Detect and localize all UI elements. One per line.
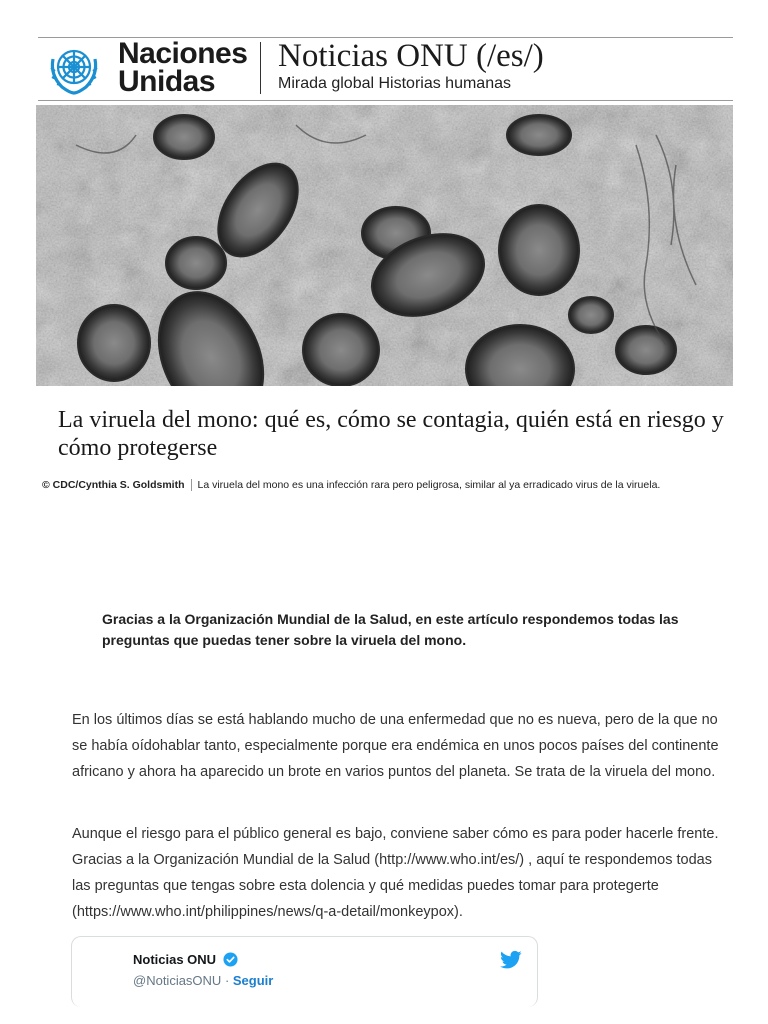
site-header (38, 37, 733, 101)
image-caption-text: La viruela del mono es una infección rara pero peligrosa, similar al ya erradicado virus de la viruela. (197, 479, 661, 491)
tweet-handle[interactable]: @NoticiasONU (133, 973, 222, 988)
un-emblem-icon[interactable] (46, 41, 102, 97)
tweet-separator: · (221, 973, 233, 988)
image-credit: © CDC/Cynthia S. Goldsmith (42, 479, 192, 491)
article-paragraph: En los últimos días se está hablando mucho de una enfermedad que no es nueva, pero de la que no se había oídohablar tanto, especialmente porque era endémica en unos pocos países del continente africano y ahora ha aparecido un brote en varios puntos del planeta. Se trata de la viruela del mono. (72, 712, 719, 780)
embedded-tweet[interactable] (71, 936, 538, 1007)
header-divider (260, 42, 261, 94)
article-headline: La viruela del mono: qué es, cómo se contagia, quién está en riesgo y cómo protegerse (58, 407, 724, 461)
article-lead: Gracias a la Organización Mundial de la Salud, en este artículo respondemos todas las preguntas que puedas tener sobre la viruela del mono. (102, 611, 679, 648)
follow-button[interactable]: Seguir (232, 973, 274, 988)
verified-badge-icon (223, 952, 238, 967)
brand-wordmark[interactable] (118, 37, 248, 98)
brand-line1: Naciones (118, 37, 248, 70)
tweet-author-name[interactable]: Noticias ONU (133, 952, 217, 967)
tweet-handle-line (133, 973, 273, 988)
site-tagline: Mirada global Historias humanas (278, 75, 511, 92)
hero-image (36, 105, 733, 386)
twitter-bird-icon[interactable] (500, 950, 522, 970)
article-paragraph: Aunque el riesgo para el público general es bajo, conviene saber cómo es para poder hacerle frente. Gracias a la Organización Mundial de la Salud (http://www.who.int/es/) , aquí te respondemos todas las preguntas que tengas sobre esta dolencia y qué medidas puedes tomar para protegerte (https://www.who.int/philippines/news/q-a-detail/monkeypox). (72, 826, 719, 920)
brand-line2: Unidas (118, 65, 216, 98)
site-title[interactable]: Noticias ONU (/es/) (278, 38, 544, 74)
image-caption (42, 479, 660, 491)
